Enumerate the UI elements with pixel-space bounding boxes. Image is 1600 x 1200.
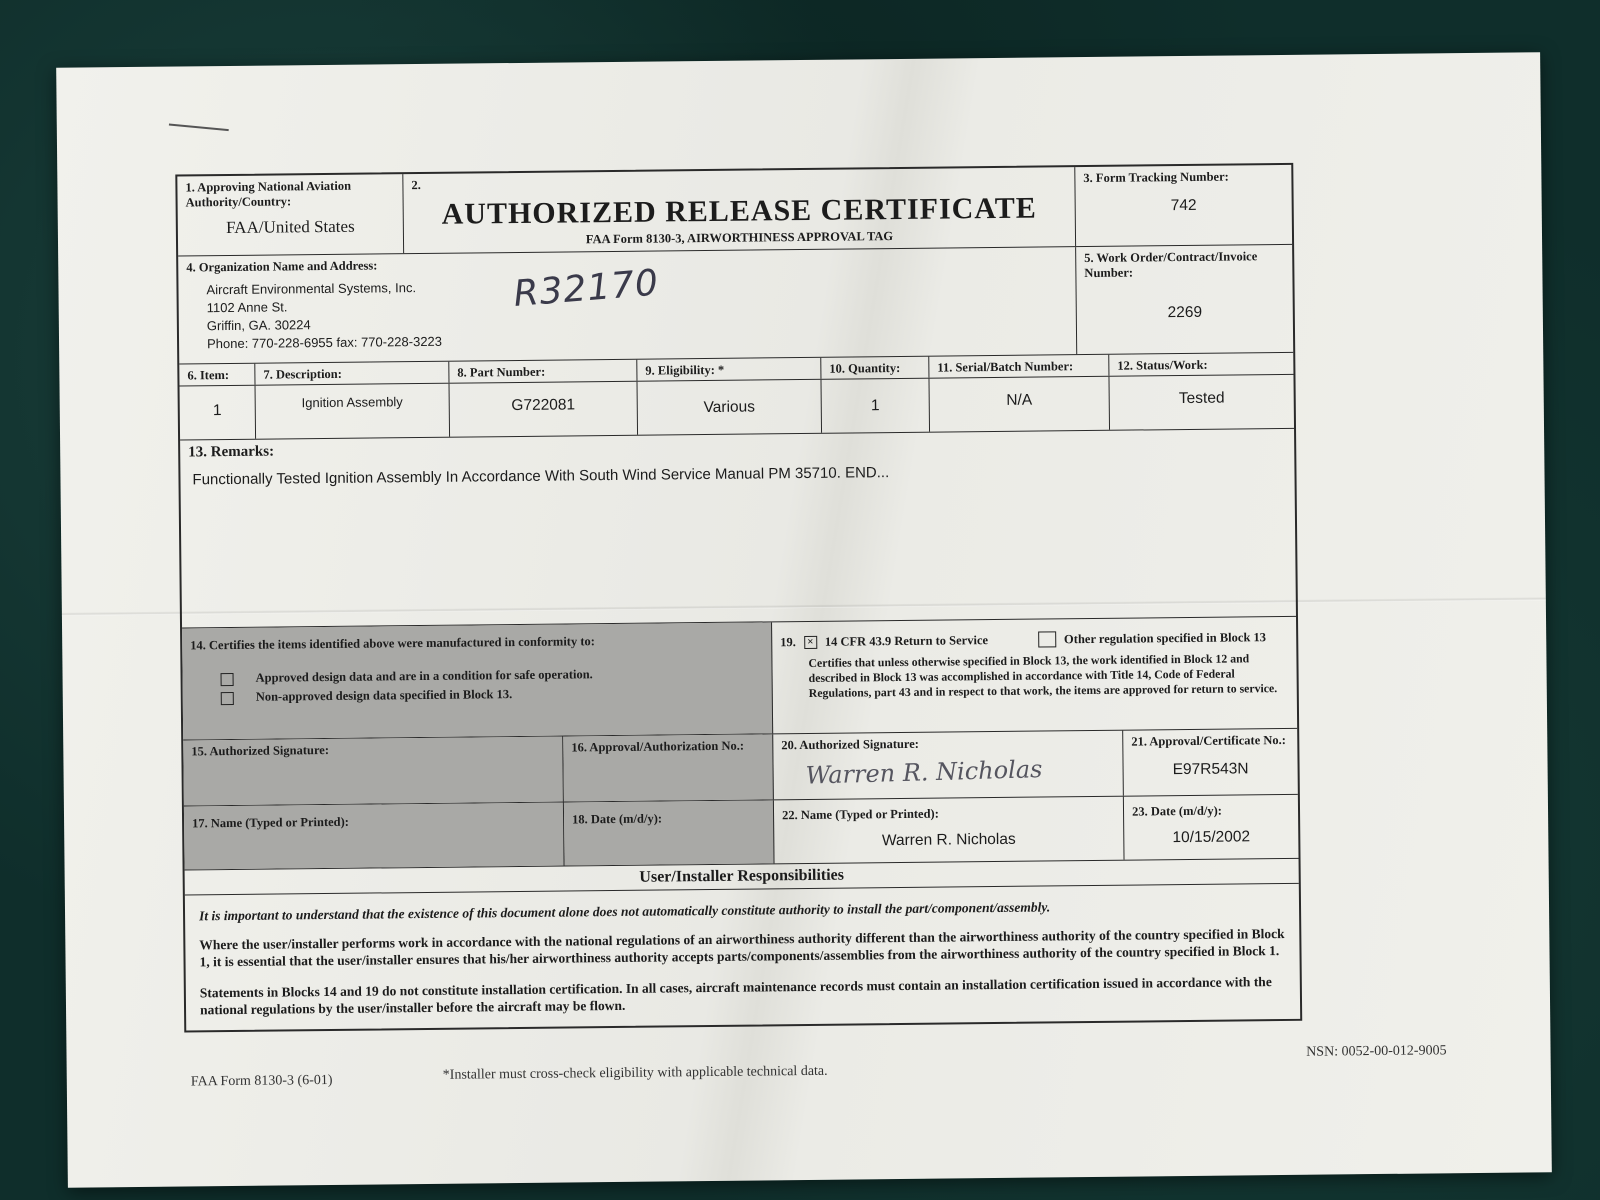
other-regulation-checkbox[interactable] (1038, 631, 1056, 647)
block-14-option-2 (221, 684, 764, 705)
item-serial: N/A (929, 377, 1110, 432)
block-5 (1076, 245, 1293, 354)
block-4-label: 4. Organization Name and Address: (186, 258, 378, 275)
block-5-label: 5. Work Order/Contract/Invoice Number: (1084, 249, 1258, 281)
responsibilities-body-row (185, 884, 1300, 1031)
header-quantity: 10. Quantity: (821, 357, 929, 379)
header-part-number: 8. Part Number: (449, 360, 637, 383)
block-22-label: 22. Name (Typed or Printed): (781, 806, 939, 823)
non-approved-design-label: Non-approved design data specified in Block 13. (255, 687, 513, 704)
signature-row-2 (184, 795, 1299, 871)
non-approved-design-checkbox[interactable] (221, 692, 234, 705)
approved-design-checkbox[interactable] (221, 673, 234, 686)
block-23-value: 10/15/2002 (1172, 828, 1251, 847)
approved-design-label: Approved design data and are in a condition for safe operation. (255, 667, 593, 685)
org-phone: Phone: 770-228-6955 fax: 770-228-3223 (206, 333, 443, 352)
org-name: Aircraft Environmental Systems, Inc. (206, 280, 417, 298)
block-3-label: 3. Form Tracking Number: (1083, 169, 1229, 186)
block-23-label: 23. Date (m/d/y): (1131, 803, 1223, 819)
block-5-value: 2269 (1167, 303, 1203, 322)
item-quantity: 1 (821, 379, 930, 433)
block-19 (772, 617, 1297, 733)
return-to-service-label: 14 CFR 43.9 Return to Service (824, 632, 989, 649)
remarks-label: 13. Remarks: (188, 443, 275, 461)
signature-row-1 (183, 729, 1298, 807)
responsibilities-paragraph-2: Where the user/installer performs work in accordance with the national regulations of an airworthiness authority different than the airworthiness authority of the country specified in Block 1, it is essential that the user/installer ensures that his/her airworthiness authority accepts parts/components/assemblies from the airworthiness authority of the country specified in Block 1. (199, 925, 1285, 970)
block-19-options (780, 629, 1288, 650)
responsibilities-paragraph-1: It is important to understand that the existence of this document alone does not automatically constitute authority to install the part/component/assembly. (198, 899, 1051, 924)
block-20-label: 20. Authorized Signature: (781, 736, 920, 753)
block-3-value: 742 (1170, 196, 1197, 215)
header-row (177, 165, 1292, 257)
item-description: Ignition Assembly (256, 384, 451, 439)
block-20 (773, 731, 1124, 800)
responsibilities-body (185, 884, 1300, 1031)
block-22 (774, 797, 1125, 864)
return-to-service-checkbox[interactable]: × (804, 635, 817, 648)
organization-row (178, 245, 1293, 365)
block-1-value: FAA/United States (225, 216, 355, 238)
block-22-value: Warren R. Nicholas (881, 830, 1016, 850)
header-status: 12. Status/Work: (1117, 357, 1208, 373)
block-17: 17. Name (Typed or Printed): (184, 803, 565, 870)
responsibilities-title: User/Installer Responsibilities (639, 866, 845, 886)
item-part-number: G722081 (450, 382, 639, 437)
header-description: 7. Description: (255, 362, 449, 385)
block-4 (178, 247, 1077, 363)
certificate-subtitle: FAA Form 8130-3, AIRWORTHINESS APPROVAL TAG (585, 229, 894, 247)
block-2 (403, 167, 1076, 253)
item-eligibility: Various (637, 380, 822, 435)
block-13 (180, 429, 1296, 628)
pen-mark (169, 123, 229, 131)
block-19-label: 19. (780, 634, 796, 649)
block-21-label: 21. Approval/Certificate No.: (1131, 732, 1286, 749)
block-14-option-1 (221, 665, 764, 686)
item-number: 1 (180, 386, 257, 440)
authorized-signature: Warren R. Nicholas (805, 755, 1043, 790)
form-footer (187, 1043, 1447, 1090)
form-id: FAA Form 8130-3 (6-01) (190, 1072, 333, 1090)
block-16: 16. Approval/Authorization No.: (563, 734, 774, 801)
block-2-label: 2. (411, 177, 421, 193)
nsn-number: NSN: 0052-00-012-9005 (1306, 1043, 1447, 1060)
certificate-form (175, 163, 1302, 1033)
remarks-row (180, 429, 1296, 629)
block-3 (1075, 165, 1292, 246)
handwritten-note: R32170 (512, 262, 661, 316)
block-1 (177, 174, 404, 255)
header-eligibility: 9. Eligibility: * (637, 358, 821, 381)
block-21-value: E97R543N (1172, 760, 1249, 779)
other-regulation-label: Other regulation specified in Block 13 (1063, 629, 1267, 646)
eligibility-note: *Installer must cross-check eligibility with applicable technical data. (442, 1063, 828, 1083)
org-street: 1102 Anne St. (206, 299, 288, 316)
block-1-label: 1. Approving National Aviation Authority/Country: (185, 178, 352, 210)
certificate-title: AUTHORIZED RELEASE CERTIFICATE (441, 191, 1037, 231)
block-21 (1123, 729, 1298, 796)
responsibilities-paragraph-3: Statements in Blocks 14 and 19 do not constitute installation certification. In all cases, aircraft maintenance records must contain an installation certification issued in accordance with the national regulations by the user/installer before the aircraft may be flown. (199, 974, 1272, 1018)
header-serial: 11. Serial/Batch Number: (929, 355, 1109, 378)
header-item: 6. Item: (179, 364, 255, 386)
block-23 (1124, 795, 1299, 860)
remarks-text: Functionally Tested Ignition Assembly In Accordance With South Wind Service Manual PM 35710. END... (192, 464, 890, 489)
item-status: Tested (1178, 389, 1225, 408)
block-14-label: 14. Certifies the items identified above were manufactured in conformity to: (190, 634, 595, 653)
certification-row (182, 617, 1297, 741)
block-15: 15. Authorized Signature: (183, 737, 564, 806)
block-19-statement: Certifies that unless otherwise specified in Block 13, the work identified in Block 12 and described in Block 13 was accomplished in accordance with Title 14, Code of Federal Regulations, part 43 and in respect to that work, the items are approved for return to service. (808, 651, 1278, 700)
block-14 (182, 622, 773, 739)
org-city: Griffin, GA. 30224 (206, 317, 311, 334)
certificate-paper (56, 52, 1552, 1187)
block-18: 18. Date (m/d/y): (564, 800, 775, 865)
